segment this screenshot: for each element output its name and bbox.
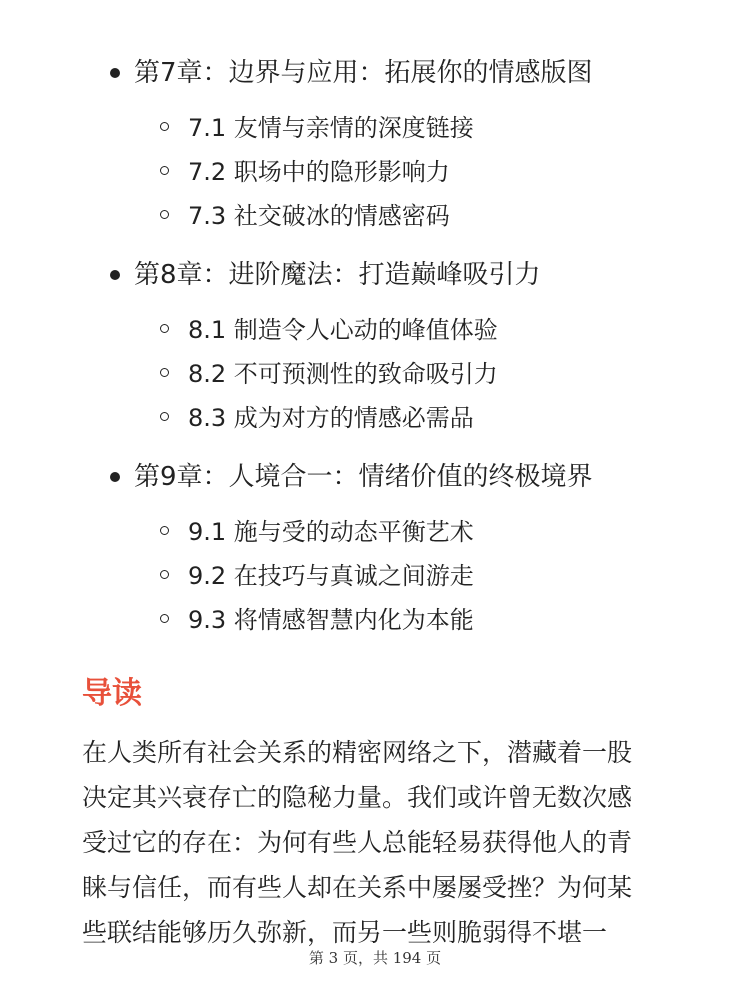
filled-bullet-icon — [110, 472, 120, 482]
toc-section-8-3 — [0, 396, 750, 440]
section-title: 8.3 成为对方的情感必需品 — [188, 404, 474, 432]
hollow-bullet-icon — [160, 614, 169, 623]
hollow-bullet-icon — [160, 210, 169, 219]
toc-chapter-9 — [0, 452, 750, 502]
filled-bullet-icon — [110, 270, 120, 280]
toc-section-9-3 — [0, 598, 750, 642]
section-title: 9.3 将情感智慧内化为本能 — [188, 606, 474, 634]
intro-paragraph — [82, 730, 682, 955]
chapter-title: 第8章：进阶魔法：打造巅峰吸引力 — [134, 260, 541, 290]
paragraph-line: 决定其兴衰存亡的隐秘力量。我们或许曾无数次感 — [82, 783, 633, 812]
toc-section-7-2 — [0, 150, 750, 194]
toc-section-7-1 — [0, 106, 750, 150]
toc-section-7-3 — [0, 194, 750, 238]
hollow-bullet-icon — [160, 122, 169, 131]
chapter-title: 第9章：人境合一：情绪价值的终极境界 — [134, 462, 593, 492]
toc-chapter-7 — [0, 48, 750, 98]
filled-bullet-icon — [110, 68, 120, 78]
hollow-bullet-icon — [160, 368, 169, 377]
table-of-contents — [0, 48, 750, 642]
paragraph-line: 受过它的存在：为何有些人总能轻易获得他人的青 — [82, 828, 633, 857]
section-title: 9.2 在技巧与真诚之间游走 — [188, 562, 474, 590]
section-title: 9.1 施与受的动态平衡艺术 — [188, 518, 474, 546]
section-title: 7.2 职场中的隐形影响力 — [188, 158, 450, 186]
paragraph-line: 些联结能够历久弥新，而另一些则脆弱得不堪一 — [82, 918, 608, 947]
section-title: 8.2 不可预测性的致命吸引力 — [188, 360, 498, 388]
toc-section-8-2 — [0, 352, 750, 396]
hollow-bullet-icon — [160, 526, 169, 535]
hollow-bullet-icon — [160, 324, 169, 333]
chapter-title: 第7章：边界与应用：拓展你的情感版图 — [134, 58, 593, 88]
toc-section-8-1 — [0, 308, 750, 352]
hollow-bullet-icon — [160, 412, 169, 421]
paragraph-line: 睐与信任，而有些人却在关系中屡屡受挫？为何某 — [82, 873, 633, 902]
section-heading: 导读 — [82, 676, 142, 711]
page-number-footer: 第 3 页，共 194 页 — [308, 949, 442, 967]
section-title: 7.3 社交破冰的情感密码 — [188, 202, 450, 230]
section-title: 8.1 制造令人心动的峰值体验 — [188, 316, 498, 344]
hollow-bullet-icon — [160, 570, 169, 579]
hollow-bullet-icon — [160, 166, 169, 175]
paragraph-line: 在人类所有社会关系的精密网络之下，潜藏着一股 — [82, 738, 633, 767]
section-title: 7.1 友情与亲情的深度链接 — [188, 114, 474, 142]
toc-section-9-1 — [0, 510, 750, 554]
toc-chapter-8 — [0, 250, 750, 300]
toc-section-9-2 — [0, 554, 750, 598]
